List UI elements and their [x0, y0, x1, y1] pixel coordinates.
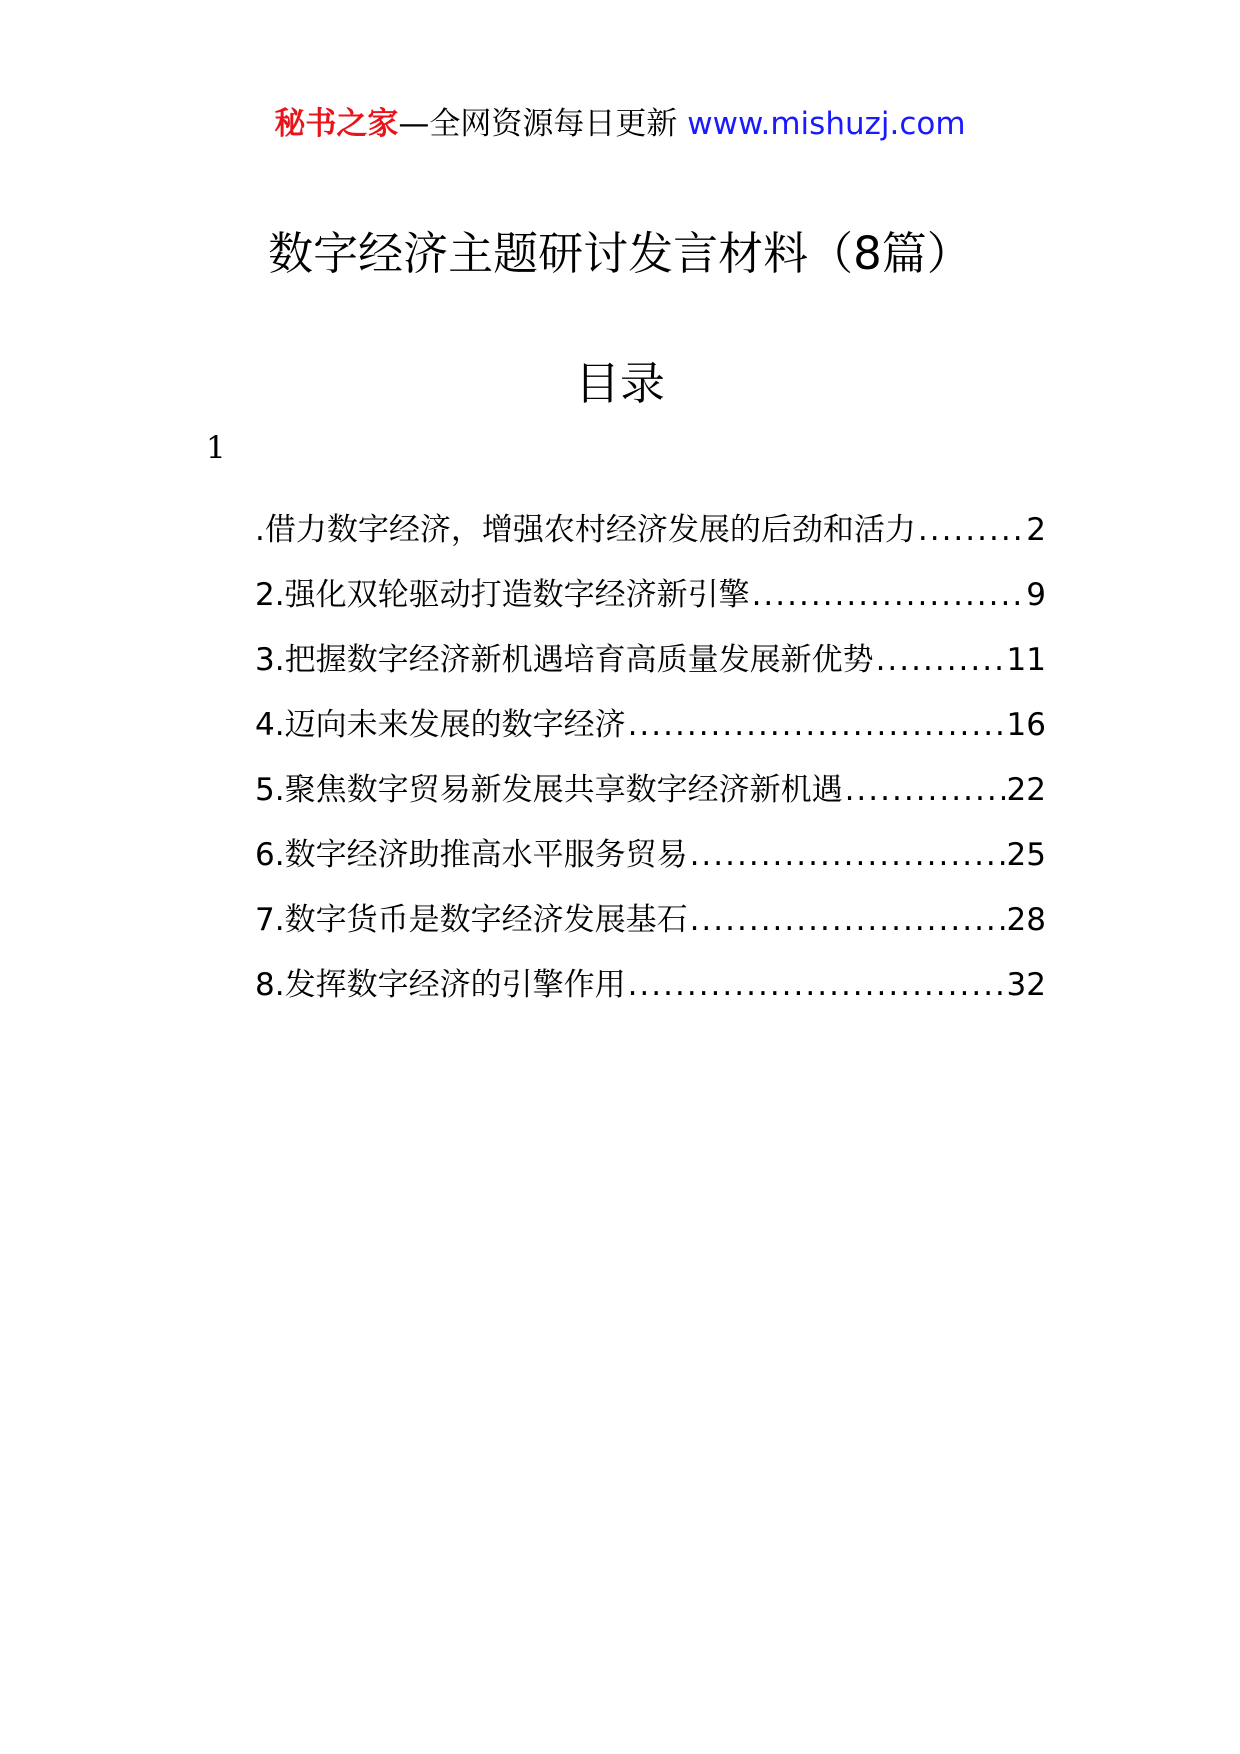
- toc-entry[interactable]: [255, 488, 1046, 553]
- toc-entry-title: .借力数字经济，增强农村经济发展的后劲和活力: [255, 512, 916, 548]
- toc-entry-title: 4.迈向未来发展的数字经济: [255, 707, 626, 743]
- toc-entry-page: 2: [1026, 512, 1046, 548]
- toc-dot-leader: [876, 637, 1005, 683]
- document-title: 数字经济主题研讨发言材料（8篇）: [268, 227, 972, 280]
- table-of-contents: [255, 488, 1046, 1008]
- toc-entry-title: 2.强化双轮驱动打造数字经济新引擎: [255, 577, 750, 613]
- toc-entry-page: 25: [1006, 837, 1046, 873]
- toc-entry-page: 22: [1006, 772, 1046, 808]
- toc-dot-leader: [752, 572, 1025, 618]
- toc-entry[interactable]: [255, 943, 1046, 1008]
- toc-entry-page: 32: [1006, 967, 1046, 1003]
- toc-heading: 目录: [574, 357, 665, 410]
- site-url-link[interactable]: www.mishuzj.com: [687, 106, 966, 142]
- toc-dot-leader: [628, 962, 1005, 1008]
- toc-entry-title: 5.聚焦数字贸易新发展共享数字经济新机遇: [255, 772, 843, 808]
- toc-entry-page: 16: [1006, 707, 1046, 743]
- stray-number: 1: [206, 430, 226, 466]
- toc-entry[interactable]: [255, 553, 1046, 618]
- toc-entry[interactable]: [255, 683, 1046, 748]
- toc-dot-leader: [845, 767, 1005, 813]
- toc-entry-title: 7.数字货币是数字经济发展基石: [255, 902, 688, 938]
- toc-entry[interactable]: [255, 748, 1046, 813]
- toc-entry-title: 6.数字经济助推高水平服务贸易: [255, 837, 688, 873]
- toc-dot-leader: [690, 897, 1005, 943]
- toc-dot-leader: [690, 832, 1005, 878]
- toc-dot-leader: [918, 507, 1024, 553]
- toc-entry-title: 8.发挥数字经济的引擎作用: [255, 967, 626, 1003]
- toc-entry[interactable]: [255, 618, 1046, 683]
- toc-entry-page: 28: [1006, 902, 1046, 938]
- toc-entry[interactable]: [255, 813, 1046, 878]
- toc-entry-page: 9: [1026, 577, 1046, 613]
- toc-entry-page: 11: [1006, 642, 1046, 678]
- toc-dot-leader: [628, 702, 1005, 748]
- toc-entry[interactable]: [255, 878, 1046, 943]
- site-header: [0, 100, 1240, 148]
- toc-entry-title: 3.把握数字经济新机遇培育高质量发展新优势: [255, 642, 874, 678]
- brand-name: 秘书之家: [274, 106, 399, 142]
- header-tagline: —全网资源每日更新: [398, 106, 678, 142]
